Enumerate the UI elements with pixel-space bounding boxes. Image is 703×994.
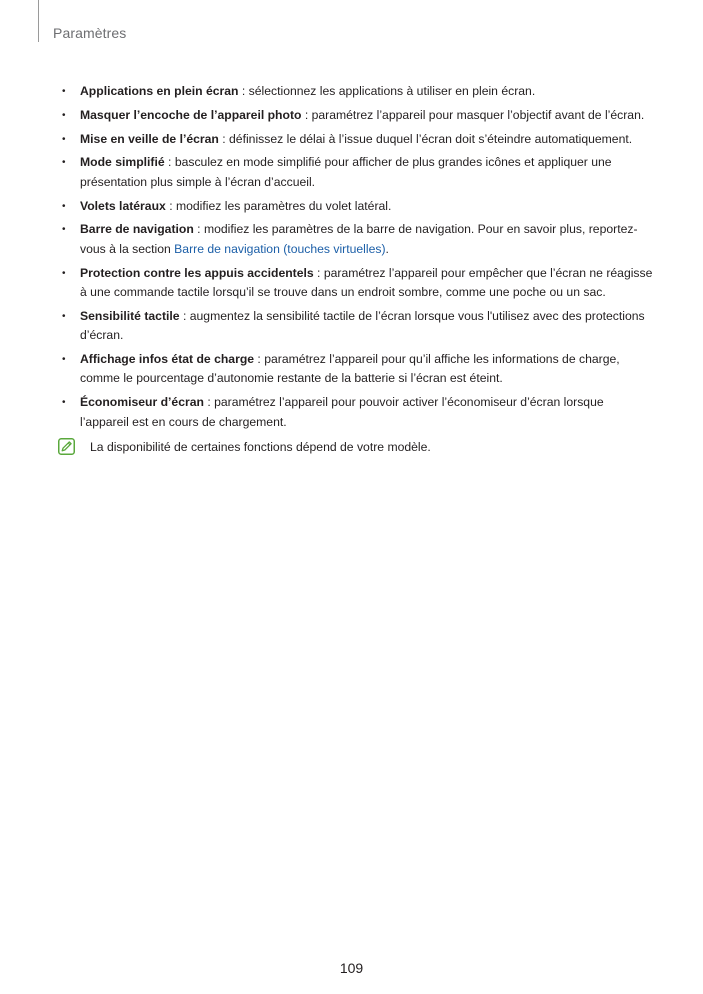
note-text: La disponibilité de certaines fonctions dépend de votre modèle. bbox=[90, 440, 431, 455]
item-term: Protection contre les appuis accidentels bbox=[80, 265, 314, 280]
bullet-icon: • bbox=[62, 200, 66, 212]
bullet-icon: • bbox=[62, 267, 66, 279]
item-term: Sensibilité tactile bbox=[80, 308, 180, 323]
item-term: Économiseur d’écran bbox=[80, 395, 204, 410]
item-term: Volets latéraux bbox=[80, 198, 166, 213]
list-item bbox=[58, 153, 653, 192]
bullet-icon: • bbox=[62, 109, 66, 121]
bullet-icon: • bbox=[62, 354, 66, 365]
list-item bbox=[58, 106, 653, 125]
item-text: : augmentez la sensibilité tactile de l’écran lorsque vous l'utilisez avec des protections d’écran. bbox=[80, 308, 645, 343]
navigation-bar-section-link[interactable]: Barre de navigation (touches virtuelles) bbox=[174, 241, 386, 256]
item-term: Affichage infos état de charge bbox=[80, 352, 255, 366]
item-term: Mise en veille de l’écran bbox=[80, 131, 219, 146]
bullet-icon: • bbox=[62, 133, 66, 145]
section-title: Paramètres bbox=[53, 25, 127, 41]
list-item bbox=[58, 264, 653, 303]
bullet-icon: • bbox=[62, 310, 66, 322]
item-text: : basculez en mode simplifié pour afficher de plus grandes icônes et appliquer une présentation plus simple à l’écran d’accueil. bbox=[80, 155, 612, 189]
settings-description-list bbox=[58, 82, 653, 457]
item-text: : définissez le délai à l’issue duquel l’écran doit s’éteindre automatiquement. bbox=[218, 131, 633, 146]
header-divider bbox=[38, 0, 39, 42]
item-term: Barre de navigation bbox=[80, 222, 194, 237]
item-text: : sélectionnez les applications à utiliser en plein écran. bbox=[238, 84, 536, 98]
item-text: : paramétrez l’appareil pour masquer l’objectif avant de l’écran. bbox=[301, 107, 645, 122]
list-item bbox=[58, 350, 653, 389]
list-item bbox=[58, 307, 653, 346]
bullet-icon: • bbox=[62, 397, 66, 409]
list-item bbox=[58, 393, 653, 432]
list-item bbox=[58, 220, 653, 259]
item-term: Mode simplifié bbox=[80, 155, 165, 170]
page-number: 109 bbox=[339, 960, 364, 976]
item-text: : paramétrez l’appareil pour empêcher que l’écran ne réagisse à une commande tactile lorsqu’il se trouve dans un endroit sombre, comme une poche ou un sac. bbox=[80, 265, 653, 299]
item-text: : paramétrez l’appareil pour qu’il affiche les informations de charge, comme le pourcentage d’autonomie restante de la batterie si l’écran est éteint. bbox=[80, 352, 620, 386]
bullet-icon: • bbox=[62, 224, 66, 236]
note bbox=[58, 438, 653, 457]
bullet-icon: • bbox=[62, 86, 66, 97]
list-item bbox=[58, 130, 653, 149]
bullet-icon: • bbox=[62, 157, 66, 169]
item-text-end: . bbox=[385, 241, 389, 256]
note-pencil-icon bbox=[58, 438, 75, 455]
item-term: Masquer l’encoche de l’appareil photo bbox=[80, 107, 302, 122]
list-item bbox=[58, 82, 653, 101]
item-text: : modifiez les paramètres de la barre de navigation. Pour en savoir plus, reportez-vous à la section bbox=[80, 222, 638, 256]
list-item bbox=[58, 197, 653, 216]
item-term: Applications en plein écran bbox=[80, 84, 239, 98]
item-text: : paramétrez l’appareil pour pouvoir activer l’économiseur d’écran lorsque l’appareil est en cours de chargement. bbox=[80, 395, 604, 429]
item-text: : modifiez les paramètres du volet latéral. bbox=[165, 198, 392, 213]
